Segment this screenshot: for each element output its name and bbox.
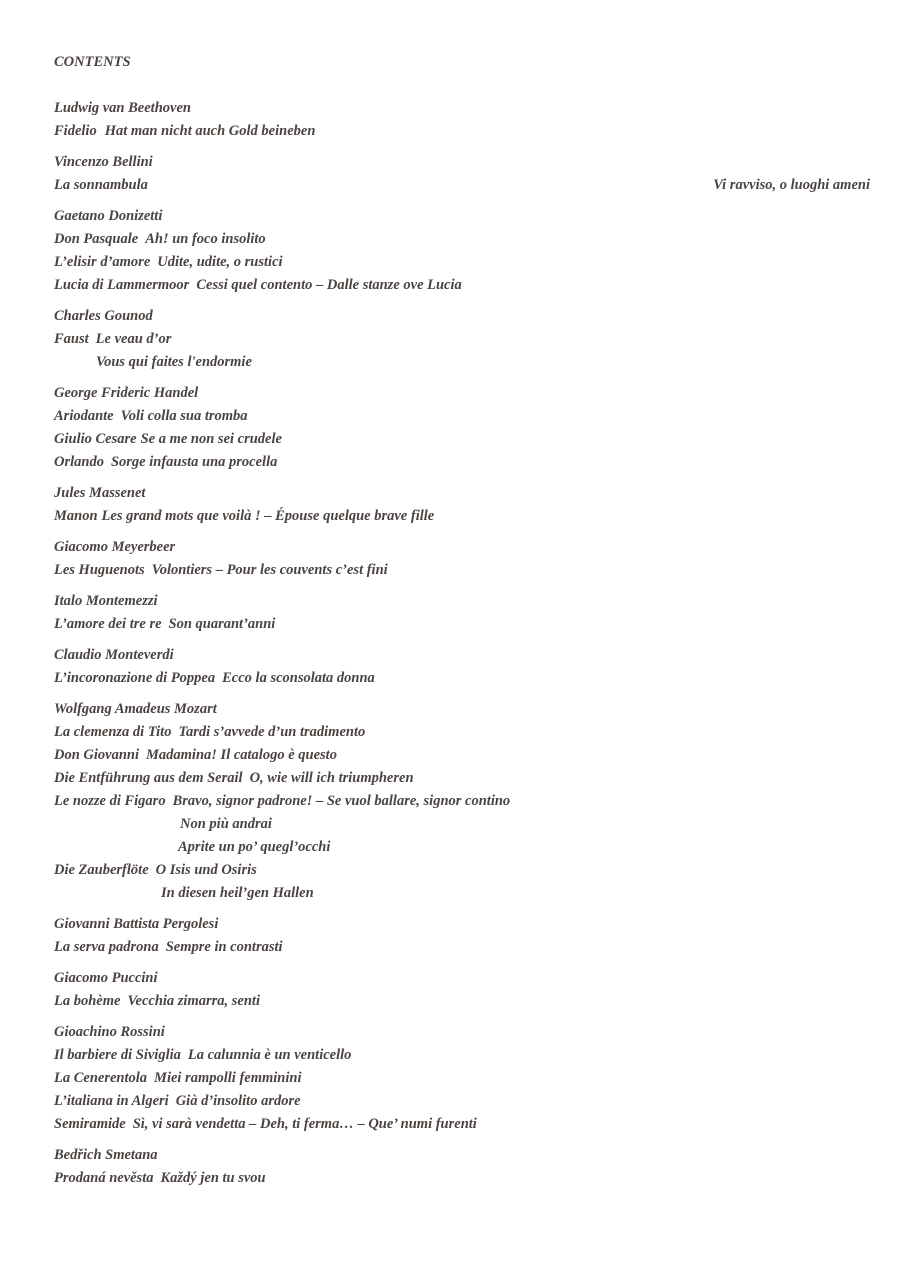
contents-entry [54, 790, 870, 813]
composer-section [54, 590, 870, 636]
composer-name: Wolfgang Amadeus Mozart [54, 701, 217, 717]
composer-name: Jules Massenet [54, 485, 146, 501]
aria-title: Se a me non sei crudele [140, 431, 282, 447]
composer-section [54, 151, 870, 197]
contents-entry [54, 405, 870, 428]
contents-entry [54, 836, 870, 859]
work-title: Die Entführung aus dem Serail [54, 770, 243, 786]
composer-name: Ludwig van Beethoven [54, 100, 191, 116]
work-title: Giulio Cesare [54, 431, 137, 447]
contents-entry [54, 1167, 870, 1190]
work-title: L’amore dei tre re [54, 616, 162, 632]
contents-entry [54, 1067, 870, 1090]
composer-name: Giacomo Puccini [54, 970, 158, 986]
aria-title: Sempre in contrasti [165, 939, 283, 955]
work-title: La clemenza di Tito [54, 724, 172, 740]
contents-entry [54, 274, 870, 297]
contents-entry [54, 813, 870, 836]
work-title: Le nozze di Figaro [54, 793, 166, 809]
composer-section [54, 482, 870, 528]
composer-name: Bedřich Smetana [54, 1147, 158, 1163]
contents-entry [54, 120, 870, 143]
aria-title: Sorge infausta una procella [110, 454, 278, 470]
composer-name: Charles Gounod [54, 308, 153, 324]
contents-entry [54, 767, 870, 790]
work-title: Lucia di Lammermoor [54, 277, 190, 293]
contents-entry [54, 667, 870, 690]
work-title: Prodaná nevěsta [54, 1170, 154, 1186]
contents-entry [54, 428, 870, 451]
composer-section [54, 305, 870, 374]
work-title: Die Zauberflöte [54, 862, 149, 878]
aria-title: Hat man nicht auch Gold beineben [104, 123, 316, 139]
composer-name: George Frideric Handel [54, 385, 199, 401]
work-title: Manon [54, 508, 98, 524]
aria-title: La calunnia è un venticello [187, 1047, 352, 1063]
contents-entry [54, 351, 870, 374]
composer-name: Claudio Monteverdi [54, 647, 174, 663]
aria-title: O, wie will ich triumpheren [249, 770, 414, 786]
contents-entry [54, 328, 870, 351]
work-title: Les Huguenots [54, 562, 145, 578]
aria-title: Tardi s’avvede d’un tradimento [178, 724, 366, 740]
aria-title: Ah! un foco insolito [145, 231, 266, 247]
work-title: Fidelio [54, 123, 97, 139]
aria-title: Vecchia zimarra, senti [127, 993, 260, 1009]
aria-title: Cessi quel contento – Dalle stanze ove Lucia [196, 277, 462, 293]
contents-entry [54, 859, 870, 882]
contents-entry [54, 744, 870, 767]
composer-name: Italo Montemezzi [54, 593, 158, 609]
composer-name: Gaetano Donizetti [54, 208, 163, 224]
aria-title: Voli colla sua tromba [120, 408, 248, 424]
composer-section [54, 913, 870, 959]
composer-name: Giacomo Meyerbeer [54, 539, 176, 555]
work-title: L’incoronazione di Poppea [54, 670, 216, 686]
contents-entry [54, 882, 870, 905]
work-title: Semiramide [54, 1116, 126, 1132]
aria-title: Vi ravviso, o luoghi ameni [713, 177, 870, 193]
work-title: La bohème [54, 993, 121, 1009]
contents-entry [54, 559, 870, 582]
composer-section [54, 644, 870, 690]
work-title: L’elisir d’amore [54, 254, 151, 270]
contents-entry [54, 451, 870, 474]
composer-section [54, 536, 870, 582]
work-title: La sonnambula [54, 177, 148, 193]
work-title: Ariodante [54, 408, 114, 424]
composer-section [54, 967, 870, 1013]
work-title: Il barbiere di Siviglia [54, 1047, 181, 1063]
composer-section [54, 698, 870, 905]
aria-title: Le veau d’or [95, 331, 172, 347]
work-title: Faust [54, 331, 89, 347]
aria-title: Miei rampolli femminini [154, 1070, 302, 1086]
work-title: La serva padrona [54, 939, 159, 955]
aria-title: Každý jen tu svou [160, 1170, 266, 1186]
aria-title: Udite, udite, o rustici [157, 254, 283, 270]
contents-entry [54, 990, 870, 1013]
composer-section [54, 382, 870, 474]
aria-title: Bravo, signor padrone! – Se vuol ballare, signor contino [172, 793, 511, 809]
contents-page [54, 50, 870, 1198]
aria-title: Aprite un po’ quegl’occhi [178, 839, 331, 855]
work-title: L’italiana in Algeri [54, 1093, 169, 1109]
work-title: Don Giovanni [54, 747, 140, 763]
page-title: CONTENTS [54, 54, 131, 70]
aria-title: Sì, vi sarà vendetta – Deh, ti ferma… – Que’ numi furenti [132, 1116, 477, 1132]
aria-title: O Isis und Osiris [155, 862, 257, 878]
aria-title: In diesen heil’gen Hallen [161, 885, 314, 901]
aria-title: Ecco la sconsolata donna [222, 670, 375, 686]
aria-title: Les grand mots que voilà ! – Épouse quelque brave fille [101, 508, 435, 524]
contents-entry [54, 721, 870, 744]
composer-section [54, 1144, 870, 1190]
aria-title: Vous qui faites l'endormie [96, 354, 252, 370]
work-title: La Cenerentola [54, 1070, 148, 1086]
composer-section [54, 97, 870, 143]
aria-title: Madamina! Il catalogo è questo [146, 747, 337, 763]
aria-title: Non più andrai [180, 816, 272, 832]
contents-entry [54, 228, 870, 251]
contents-entry [54, 174, 870, 197]
contents-entry [54, 1090, 870, 1113]
contents-entry [54, 613, 870, 636]
contents-entry [54, 251, 870, 274]
composer-section [54, 205, 870, 297]
aria-title: Volontiers – Pour les couvents c’est fini [151, 562, 388, 578]
composer-section [54, 1021, 870, 1136]
composer-name: Giovanni Battista Pergolesi [54, 916, 219, 932]
work-title: Don Pasquale [54, 231, 139, 247]
aria-title: Già d’insolito ardore [175, 1093, 301, 1109]
work-title: Orlando [54, 454, 104, 470]
contents-entry [54, 505, 870, 528]
composer-name: Gioachino Rossini [54, 1024, 165, 1040]
contents-entry [54, 1113, 870, 1136]
composer-name: Vincenzo Bellini [54, 154, 153, 170]
contents-entry [54, 1044, 870, 1067]
aria-title: Son quarant’anni [168, 616, 276, 632]
contents-entry [54, 936, 870, 959]
